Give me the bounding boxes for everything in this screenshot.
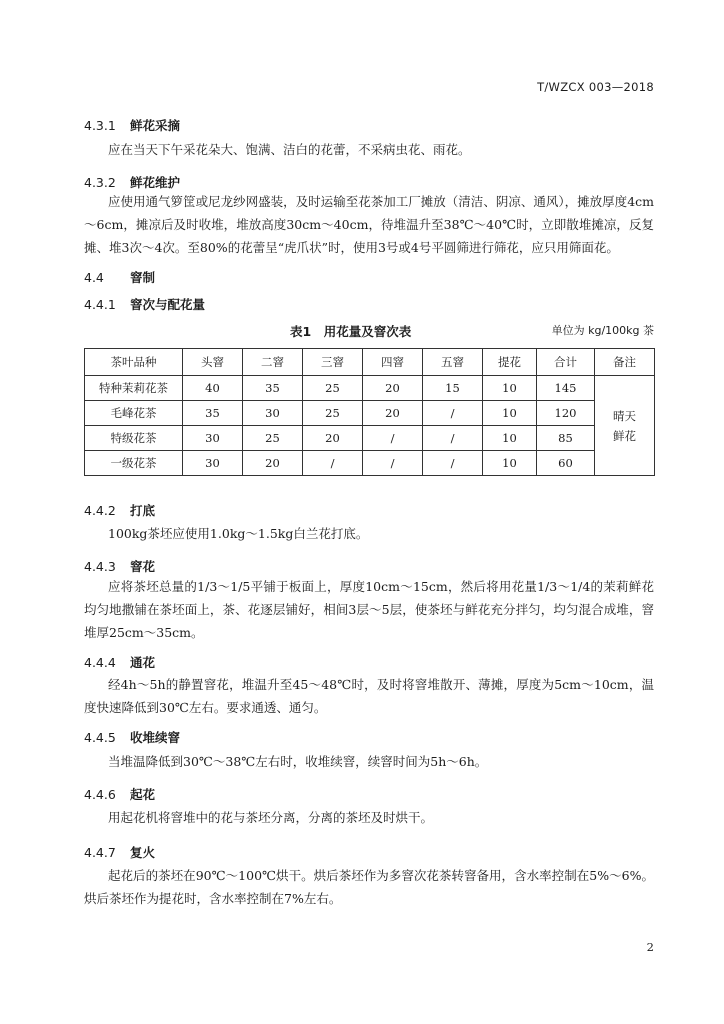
section-number: 4.4 — [84, 270, 104, 285]
table-cell: 30 — [183, 451, 243, 476]
table-header-cell: 合计 — [537, 349, 595, 376]
table-remark-cell — [595, 376, 655, 476]
section-number: 4.4.1 — [84, 297, 116, 312]
section-4-4-7-heading — [84, 843, 155, 861]
section-4-3-2-text: 应使用通气箩筐或尼龙纱网盛装，及时运输至花茶加工厂摊放（清洁、阴凉、通风），摊放厚度4cm～6cm，摊凉后及时收堆，堆放高度30cm～40cm，待堆温升至38℃～40℃时，立即散堆摊凉，反复摊、堆3次～4次。至80%的花蕾呈“虎爪状”时，使用3号或4号平圆筛进行筛花，应只用筛面花。 — [84, 194, 654, 255]
table-cell: 25 — [303, 376, 363, 401]
table-row — [85, 426, 655, 451]
table-cell: 20 — [243, 451, 303, 476]
section-number: 4.4.4 — [84, 655, 116, 670]
table-header-cell: 五窨 — [423, 349, 483, 376]
section-title: 窨制 — [130, 270, 156, 285]
table-cell: 25 — [243, 426, 303, 451]
table-cell: 一级花茶 — [85, 451, 183, 476]
section-4-4-2-heading — [84, 501, 155, 519]
table-header-cell: 头窨 — [183, 349, 243, 376]
remark-line: 鲜花 — [613, 428, 636, 443]
section-4-4-heading — [84, 268, 155, 286]
table-header-cell: 备注 — [595, 349, 655, 376]
section-4-3-2-heading — [84, 173, 180, 191]
section-4-4-6-text: 用起花机将窨堆中的花与茶坯分离，分离的茶坯及时烘干。 — [108, 810, 434, 825]
table-header-cell: 四窨 — [363, 349, 423, 376]
table-cell: / — [423, 401, 483, 426]
table-cell: 特种茉莉花茶 — [85, 376, 183, 401]
table-header-cell: 二窨 — [243, 349, 303, 376]
section-title: 鲜花维护 — [130, 175, 181, 190]
table-cell: 85 — [537, 426, 595, 451]
table-cell: 60 — [537, 451, 595, 476]
section-4-4-3-text: 应将茶坯总量的1/3～1/5平铺于板面上，厚度10cm～15cm，然后将用花量1/3～1/4的茉莉鲜花均匀地撒铺在茶坯面上，茶、花逐层铺好，相间3层～5层，使茶坯与鲜花充分拌匀，均匀混合成堆，窨堆厚25cm～35cm。 — [84, 579, 654, 640]
section-number: 4.4.5 — [84, 730, 116, 745]
table-cell: 35 — [183, 401, 243, 426]
section-title: 窨花 — [130, 559, 156, 574]
section-4-4-6-heading — [84, 785, 155, 803]
flower-usage-table — [84, 348, 655, 476]
table-cell: 15 — [423, 376, 483, 401]
table-cell: / — [423, 426, 483, 451]
table-cell: 20 — [303, 426, 363, 451]
section-4-4-5-heading — [84, 728, 180, 746]
table-caption: 表1 用花量及窨次表 — [290, 324, 412, 339]
table-row — [85, 376, 655, 401]
section-4-4-4-heading — [84, 653, 155, 671]
section-title: 收堆续窨 — [130, 730, 181, 745]
table-header-cell: 提花 — [483, 349, 537, 376]
table-cell: 20 — [363, 401, 423, 426]
table-cell: 10 — [483, 426, 537, 451]
table-cell: / — [363, 451, 423, 476]
table-row — [85, 451, 655, 476]
section-title: 起花 — [130, 787, 156, 802]
section-4-4-4-text: 经4h～5h的静置窨花，堆温升至45～48℃时，及时将窨堆散开、薄摊，厚度为5cm～10cm，温度快速降低到30℃左右。要求通透、通匀。 — [84, 677, 654, 715]
section-number: 4.4.3 — [84, 559, 116, 574]
section-number: 4.4.2 — [84, 503, 116, 518]
table-cell: 40 — [183, 376, 243, 401]
section-number: 4.4.6 — [84, 787, 116, 802]
remark-line: 晴天 — [613, 408, 636, 423]
table-cell: 特级花茶 — [85, 426, 183, 451]
table-cell: 20 — [363, 376, 423, 401]
table-header-row — [85, 349, 655, 376]
table-cell: 25 — [303, 401, 363, 426]
page-number: 2 — [646, 940, 654, 954]
table-cell: 30 — [183, 426, 243, 451]
section-4-4-3-heading — [84, 557, 155, 575]
section-title: 复火 — [130, 845, 156, 860]
section-number: 4.3.1 — [84, 118, 116, 133]
table-cell: 145 — [537, 376, 595, 401]
table-cell: 10 — [483, 451, 537, 476]
section-number: 4.3.2 — [84, 175, 116, 190]
section-title: 鲜花采摘 — [130, 118, 181, 133]
table-unit: 单位为 kg/100kg 茶 — [551, 324, 654, 337]
section-title: 通花 — [130, 655, 156, 670]
section-4-4-2-text: 100kg茶坯应使用1.0kg～1.5kg白兰花打底。 — [108, 526, 369, 541]
table-cell: 35 — [243, 376, 303, 401]
table-cell: 120 — [537, 401, 595, 426]
table-row — [85, 401, 655, 426]
section-4-3-1-text: 应在当天下午采花朵大、饱满、洁白的花蕾，不采病虫花、雨花。 — [108, 142, 471, 157]
table-cell: / — [303, 451, 363, 476]
section-title: 窨次与配花量 — [130, 297, 206, 312]
table-cell: 30 — [243, 401, 303, 426]
section-4-3-1-heading — [84, 116, 180, 134]
table-cell: / — [423, 451, 483, 476]
section-4-4-5-text: 当堆温降低到30℃～38℃左右时，收堆续窨，续窨时间为5h～6h。 — [108, 754, 488, 769]
section-4-4-7-text: 起花后的茶坯在90℃～100℃烘干。烘后茶坯作为多窨次花茶转窨备用，含水率控制在5%～6%。烘后茶坯作为提花时，含水率控制在7%左右。 — [84, 868, 654, 906]
section-title: 打底 — [130, 503, 156, 518]
standard-code: T/WZCX 003—2018 — [537, 80, 654, 94]
section-number: 4.4.7 — [84, 845, 116, 860]
table-cell: 10 — [483, 401, 537, 426]
table-header-cell: 茶叶品种 — [85, 349, 183, 376]
table-cell: 毛峰花茶 — [85, 401, 183, 426]
table-header-cell: 三窨 — [303, 349, 363, 376]
table-cell: / — [363, 426, 423, 451]
table-cell: 10 — [483, 376, 537, 401]
section-4-4-1-heading — [84, 295, 205, 313]
